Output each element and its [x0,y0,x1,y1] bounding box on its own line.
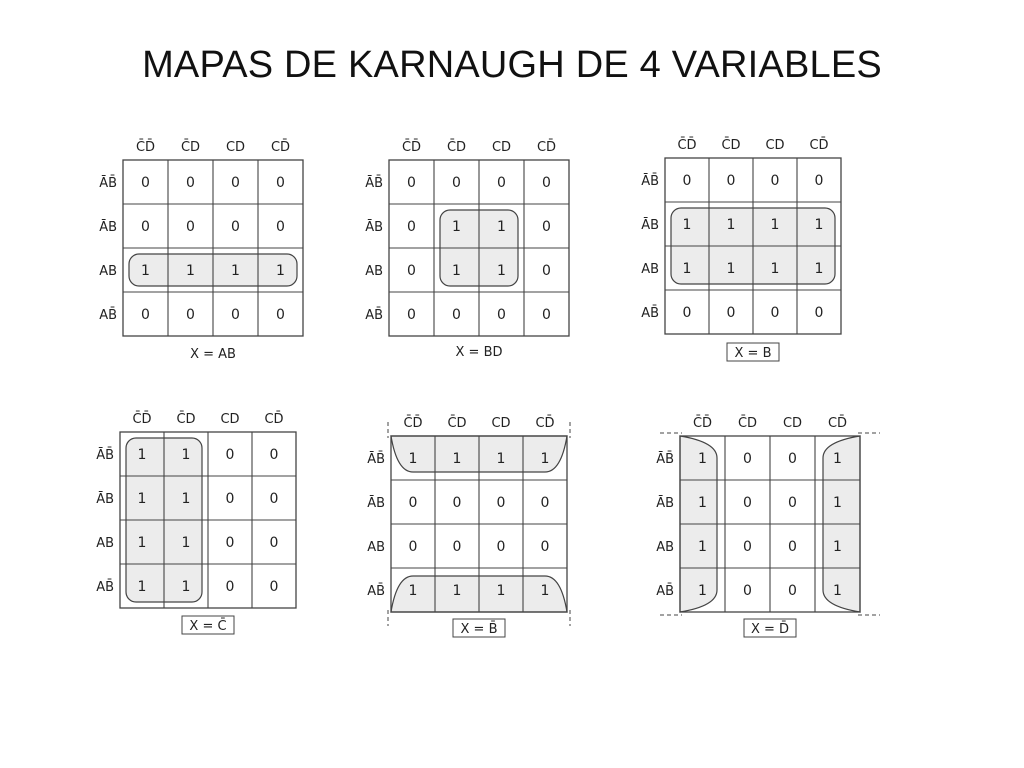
col-header: CD [225,140,246,155]
row-header: AB̄ [99,308,117,323]
col-header: CD [491,140,512,155]
cell-value: 1 [497,219,506,235]
row-header: ĀB̄ [96,448,114,463]
row-header: AB [367,540,385,555]
cell-value: 0 [276,219,285,235]
cell-value: 0 [276,175,285,191]
col-header: CD [491,416,511,431]
cell-value: 0 [814,305,824,321]
cell-value: 1 [496,451,506,467]
kmap-3 [641,138,841,361]
equation-label: X = B [734,346,772,361]
cell-value: 0 [540,539,550,555]
cell-value: 1 [540,451,550,467]
cell-value: 0 [743,539,752,555]
equation-label: X = AB [190,347,236,362]
cell-value: 0 [225,579,235,595]
col-header: CD̄ [809,138,829,153]
slide-title: MAPAS DE KARNAUGH DE 4 VARIABLES [142,44,882,86]
cell-value: 0 [788,583,797,599]
cell-value: 1 [770,261,780,277]
cell-value: 1 [833,583,842,599]
cell-value: 0 [452,539,462,555]
cell-value: 1 [833,539,842,555]
row-header: AB [656,540,674,555]
col-header: CD̄ [535,416,555,431]
cell-value: 0 [186,219,195,235]
row-header: ĀB [99,220,117,235]
equation-label: X = C̄ [189,619,227,634]
cell-value: 1 [452,219,461,235]
cell-value: 0 [407,219,416,235]
kmap-5 [367,416,570,637]
cell-value: 0 [452,495,462,511]
row-header: AB̄ [367,584,385,599]
cell-value: 0 [269,535,279,551]
cell-value: 1 [408,451,418,467]
col-header: C̄D̄ [132,412,152,427]
kmap-2 [365,140,569,360]
cell-value: 0 [231,175,240,191]
row-header: ĀB [656,496,674,511]
cell-value: 0 [186,307,195,323]
cell-value: 0 [276,307,285,323]
cell-value: 1 [452,263,461,279]
cell-value: 0 [408,539,418,555]
cell-value: 0 [269,491,279,507]
col-header: C̄D [180,140,201,155]
cell-value: 0 [540,495,550,511]
cell-value: 0 [542,307,551,323]
row-header: ĀB [365,220,383,235]
cell-value: 1 [137,535,147,551]
cell-value: 1 [698,495,707,511]
cell-value: 1 [181,535,191,551]
cell-value: 0 [497,307,506,323]
row-header: ĀB̄ [365,176,383,191]
row-header: ĀB [96,492,114,507]
cell-value: 0 [770,305,780,321]
cell-value: 1 [181,447,191,463]
row-header: AB̄ [641,306,659,321]
cell-value: 1 [181,579,191,595]
equation-label: X = BD [455,345,503,360]
row-header: AB̄ [656,584,674,599]
col-header: C̄D̄ [135,140,156,155]
kmap-1 [99,140,303,362]
cell-value: 0 [496,495,506,511]
col-header: CD [220,412,240,427]
cell-value: 1 [186,263,195,279]
cell-value: 0 [408,495,418,511]
cell-value: 0 [542,263,551,279]
col-header: C̄D [446,140,467,155]
cell-value: 0 [770,173,780,189]
cell-value: 0 [269,447,279,463]
cell-value: 0 [407,263,416,279]
cell-value: 0 [788,495,797,511]
cell-value: 0 [542,219,551,235]
cell-value: 0 [407,307,416,323]
cell-value: 0 [496,539,506,555]
row-header: AB [641,262,659,277]
cell-value: 1 [540,583,550,599]
cell-value: 1 [141,263,150,279]
row-header: ĀB̄ [656,452,674,467]
row-header: ĀB [641,218,659,233]
cell-value: 0 [542,175,551,191]
cell-value: 0 [225,447,235,463]
cell-value: 0 [743,495,752,511]
cell-value: 1 [698,539,707,555]
cell-value: 0 [141,219,150,235]
row-header: ĀB̄ [367,452,385,467]
cell-value: 0 [788,539,797,555]
cell-value: 1 [497,263,506,279]
row-header: ĀB [367,496,385,511]
cell-value: 1 [726,217,736,233]
cell-value: 1 [833,495,842,511]
cell-value: 0 [726,173,736,189]
cell-value: 0 [788,451,797,467]
cell-value: 0 [743,451,752,467]
row-header: AB̄ [96,580,114,595]
cell-value: 1 [408,583,418,599]
cell-value: 0 [497,175,506,191]
cell-value: 1 [698,583,707,599]
cell-value: 1 [814,261,824,277]
cell-value: 1 [682,217,692,233]
col-header: C̄D [737,416,758,431]
row-header: AB [365,264,383,279]
row-header: ĀB̄ [641,174,659,189]
col-header: C̄D [447,416,467,431]
cell-value: 1 [770,217,780,233]
cell-value: 0 [452,307,461,323]
cell-value: 0 [186,175,195,191]
row-header: ĀB̄ [99,176,117,191]
cell-value: 0 [231,219,240,235]
cell-value: 0 [452,175,461,191]
cell-value: 1 [814,217,824,233]
equation-label: X = D̄ [750,622,790,637]
cell-value: 0 [231,307,240,323]
cell-value: 0 [743,583,752,599]
cell-value: 0 [225,535,235,551]
col-header: CD [765,138,785,153]
col-header: C̄D̄ [677,138,697,153]
row-header: AB [96,536,114,551]
kmap-4 [96,412,296,634]
cell-value: 1 [276,263,285,279]
cell-value: 1 [682,261,692,277]
cell-value: 1 [137,491,147,507]
kmap-6 [656,416,880,637]
col-header: C̄D̄ [401,140,422,155]
cell-value: 0 [814,173,824,189]
cell-value: 1 [181,491,191,507]
col-header: CD̄ [270,140,291,155]
cell-value: 1 [137,447,147,463]
col-header: CD̄ [827,416,848,431]
cell-value: 0 [141,307,150,323]
cell-value: 1 [833,451,842,467]
row-header: AB [99,264,117,279]
cell-value: 0 [682,305,692,321]
cell-value: 1 [137,579,147,595]
cell-value: 1 [698,451,707,467]
cell-value: 0 [141,175,150,191]
cell-value: 1 [452,583,462,599]
cell-value: 0 [726,305,736,321]
cell-value: 0 [682,173,692,189]
col-header: C̄D̄ [692,416,713,431]
row-header: AB̄ [365,308,383,323]
cell-value: 0 [225,491,235,507]
col-header: CD̄ [264,412,284,427]
col-header: C̄D [176,412,196,427]
col-header: CD [782,416,803,431]
cell-value: 0 [269,579,279,595]
cell-value: 1 [452,451,462,467]
col-header: CD̄ [536,140,557,155]
cell-value: 1 [496,583,506,599]
cell-value: 0 [407,175,416,191]
cell-value: 1 [231,263,240,279]
cell-value: 1 [726,261,736,277]
equation-label: X = B̄ [460,622,498,637]
col-header: C̄D [721,138,741,153]
col-header: C̄D̄ [403,416,423,431]
